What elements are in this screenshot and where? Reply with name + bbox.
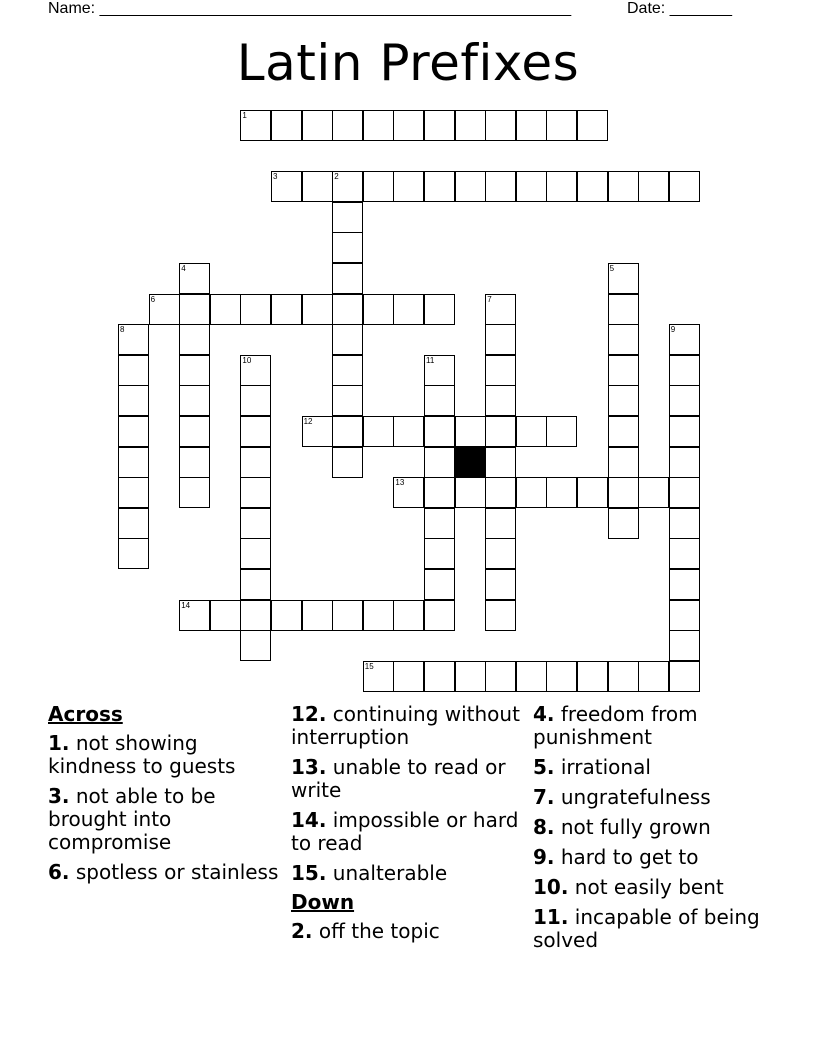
crossword-cell[interactable] — [546, 171, 577, 202]
down-heading: Down — [291, 890, 355, 914]
crossword-cell[interactable] — [669, 171, 700, 202]
across-clue: 1. not showing kindness to guests — [48, 731, 236, 778]
crossword-cell[interactable] — [240, 385, 271, 416]
crossword-cell[interactable] — [485, 661, 516, 692]
crossword-cell[interactable] — [424, 294, 455, 325]
crossword-cell[interactable] — [240, 630, 271, 661]
crossword-cell[interactable] — [455, 477, 486, 508]
crossword-cell[interactable] — [118, 538, 149, 569]
crossword-cell[interactable] — [669, 600, 700, 631]
crossword-cell[interactable] — [485, 324, 516, 355]
crossword-cell[interactable] — [669, 477, 700, 508]
crossword-cell[interactable] — [485, 600, 516, 631]
across-clue: 6. spotless or stainless — [48, 860, 279, 884]
crossword-cell[interactable] — [363, 600, 394, 631]
clue-number: 7 — [487, 294, 492, 304]
crossword-cell[interactable] — [393, 477, 424, 508]
clues-column-2 — [291, 703, 523, 950]
clue-number: 12 — [303, 417, 313, 426]
crossword-cell[interactable] — [485, 294, 516, 325]
crossword-cell[interactable] — [179, 416, 210, 447]
across-heading: Across — [48, 702, 123, 726]
crossword-cell[interactable] — [485, 508, 516, 539]
crossword-cell[interactable] — [302, 110, 333, 141]
crossword-cell[interactable] — [118, 447, 149, 478]
crossword-cell[interactable] — [669, 355, 700, 386]
crossword-cell[interactable] — [302, 294, 333, 325]
crossword-cell[interactable] — [424, 355, 455, 386]
crossword-cell[interactable] — [179, 477, 210, 508]
crossword-cell[interactable] — [424, 600, 455, 631]
crossword-cell[interactable] — [393, 171, 424, 202]
down-clue: 11. incapable of being solved — [533, 905, 760, 952]
crossword-cell[interactable] — [485, 447, 516, 478]
crossword-cell[interactable] — [118, 385, 149, 416]
crossword-cell[interactable] — [516, 477, 547, 508]
crossword-cell[interactable] — [332, 385, 363, 416]
crossword-cell[interactable] — [118, 416, 149, 447]
crossword-cell[interactable] — [546, 661, 577, 692]
crossword-cell[interactable] — [363, 661, 394, 692]
crossword-cell[interactable] — [608, 385, 639, 416]
crossword-cell[interactable] — [669, 569, 700, 600]
crossword-cell[interactable] — [485, 416, 516, 447]
crossword-cell[interactable] — [363, 416, 394, 447]
crossword-cell[interactable] — [179, 324, 210, 355]
clue-number: 11 — [426, 355, 435, 365]
down-clue: 4. freedom from punishment — [533, 702, 698, 749]
clue-number: 2 — [334, 172, 339, 182]
crossword-cell[interactable] — [393, 600, 424, 631]
crossword-cell[interactable] — [118, 324, 149, 355]
crossword-cell[interactable] — [516, 416, 547, 447]
clue-number: 3 — [273, 172, 278, 182]
crossword-cell[interactable] — [332, 263, 363, 294]
crossword-cell[interactable] — [608, 294, 639, 325]
crossword-cell[interactable] — [608, 661, 639, 692]
crossword-cell[interactable] — [546, 110, 577, 141]
crossword-cell[interactable] — [669, 324, 700, 355]
name-field-label: Name: _____________________________________________________ — [48, 0, 572, 17]
down-clue: 8. not fully grown — [533, 815, 711, 839]
crossword-cell[interactable] — [240, 416, 271, 447]
crossword-cell[interactable] — [455, 661, 486, 692]
crossword-cell[interactable] — [332, 232, 363, 263]
crossword-cell[interactable] — [669, 416, 700, 447]
crossword-cell[interactable] — [424, 538, 455, 569]
crossword-cell[interactable] — [577, 171, 608, 202]
clue-number: 5 — [609, 264, 615, 273]
crossword-cell[interactable] — [363, 110, 394, 141]
crossword-cell[interactable] — [240, 355, 271, 386]
crossword-cell[interactable] — [669, 661, 700, 692]
crossword-cell[interactable] — [638, 661, 669, 692]
crossword-cell[interactable] — [302, 171, 333, 202]
down-clue: 5. irrational — [533, 755, 651, 779]
crossword-cell[interactable] — [424, 385, 455, 416]
across-clue: 15. unalterable — [291, 861, 448, 885]
clue-number: 6 — [150, 294, 156, 304]
crossword-cell[interactable] — [424, 110, 455, 141]
crossword-cell[interactable] — [669, 508, 700, 539]
crossword-cell[interactable] — [485, 477, 516, 508]
crossword-cell[interactable] — [424, 661, 455, 692]
crossword-cell[interactable] — [118, 508, 149, 539]
crossword-cell[interactable] — [455, 110, 486, 141]
crossword-cell[interactable] — [516, 171, 547, 202]
crossword-cell[interactable] — [179, 385, 210, 416]
crossword-cell[interactable] — [424, 569, 455, 600]
page-title: Latin Prefixes — [236, 34, 580, 92]
across-clue: 14. impossible or hard to read — [291, 808, 519, 855]
clues-column-3 — [533, 703, 773, 959]
crossword-cell[interactable] — [393, 294, 424, 325]
crossword-cell[interactable] — [516, 110, 547, 141]
crossword-cell[interactable] — [240, 569, 271, 600]
crossword-cell[interactable] — [240, 508, 271, 539]
crossword-cell[interactable] — [485, 355, 516, 386]
crossword-cell[interactable] — [271, 171, 302, 202]
crossword-cell[interactable] — [332, 324, 363, 355]
crossword-cell[interactable] — [577, 477, 608, 508]
down-clue: 2. off the topic — [291, 919, 440, 943]
crossword-cell[interactable] — [210, 600, 241, 631]
crossword-cell[interactable] — [608, 508, 639, 539]
down-clue: 9. hard to get to — [533, 845, 699, 869]
crossword-cell[interactable] — [118, 355, 149, 386]
crossword-cell[interactable] — [424, 171, 455, 202]
crossword-cell[interactable] — [363, 294, 394, 325]
crossword-cell[interactable] — [424, 416, 455, 447]
crossword-cell[interactable] — [669, 447, 700, 478]
clue-number: 10 — [242, 355, 252, 365]
crossword-cell[interactable] — [332, 110, 363, 141]
crossword-cell[interactable] — [393, 416, 424, 447]
crossword-cell[interactable] — [424, 477, 455, 508]
crossword-cell[interactable] — [424, 447, 455, 478]
crossword-cell[interactable] — [240, 110, 271, 141]
clue-number: 8 — [120, 325, 125, 335]
crossword-cell[interactable] — [485, 569, 516, 600]
crossword-cell[interactable] — [608, 263, 639, 294]
crossword-cell[interactable] — [546, 416, 577, 447]
crossword-cell[interactable] — [179, 355, 210, 386]
crossword-cell[interactable] — [179, 447, 210, 478]
crossword-cell[interactable] — [485, 538, 516, 569]
crossword-cell[interactable] — [240, 600, 271, 631]
crossword-cell[interactable] — [149, 294, 180, 325]
crossword-cell[interactable] — [393, 110, 424, 141]
across-clue: 13. unable to read or write — [291, 755, 506, 802]
clue-number: 13 — [395, 478, 405, 488]
crossword-cell[interactable] — [332, 171, 363, 202]
crossword-cell[interactable] — [485, 110, 516, 141]
crossword-cell[interactable] — [332, 447, 363, 478]
crossword-cell[interactable] — [608, 171, 639, 202]
crossword-cell[interactable] — [577, 661, 608, 692]
crossword-cell[interactable] — [179, 263, 210, 294]
down-clue: 7. ungratefulness — [533, 785, 711, 809]
crossword-cell[interactable] — [332, 600, 363, 631]
crossword-cell[interactable] — [302, 416, 333, 447]
crossword-cell[interactable] — [271, 600, 302, 631]
crossword-cell[interactable] — [179, 294, 210, 325]
clues-column-1 — [48, 703, 280, 891]
crossword-cell[interactable] — [608, 355, 639, 386]
crossword-cell[interactable] — [332, 416, 363, 447]
crossword-cell[interactable] — [608, 416, 639, 447]
crossword-cell[interactable] — [669, 630, 700, 661]
clue-number: 9 — [670, 325, 676, 335]
crossword-cell[interactable] — [240, 477, 271, 508]
crossword-cell[interactable] — [424, 508, 455, 539]
across-clue: 3. not able to be brought into compromise — [48, 784, 216, 854]
clue-number: 15 — [364, 661, 374, 671]
clue-number: 1 — [242, 111, 247, 120]
date-field-label: Date: _______ — [627, 0, 732, 17]
crossword-cell[interactable] — [271, 294, 302, 325]
crossword-cell[interactable] — [485, 171, 516, 202]
clue-number: 4 — [181, 264, 186, 273]
crossword-cell[interactable] — [332, 294, 363, 325]
crossword-cell[interactable] — [240, 447, 271, 478]
crossword-cell[interactable] — [608, 324, 639, 355]
crossword-cell[interactable] — [393, 661, 424, 692]
clue-number: 14 — [181, 600, 191, 610]
across-clue: 12. continuing without interruption — [291, 702, 520, 749]
crossword-cell[interactable] — [608, 477, 639, 508]
crossword-cell[interactable] — [638, 171, 669, 202]
crossword-cell[interactable] — [332, 355, 363, 386]
crossword-cell[interactable] — [240, 294, 271, 325]
down-clue: 10. not easily bent — [533, 875, 724, 899]
crossword-cell[interactable] — [577, 110, 608, 141]
crossword-cell[interactable] — [332, 202, 363, 233]
crossword-cell[interactable] — [608, 447, 639, 478]
crossword-cell[interactable] — [669, 385, 700, 416]
crossword-cell[interactable] — [302, 600, 333, 631]
crossword-cell[interactable] — [271, 110, 302, 141]
crossword-cell[interactable] — [485, 385, 516, 416]
black-square — [455, 447, 486, 478]
crossword-cell[interactable] — [363, 171, 394, 202]
crossword-cell[interactable] — [516, 661, 547, 692]
crossword-cell[interactable] — [118, 477, 149, 508]
crossword-cell[interactable] — [210, 294, 241, 325]
crossword-cell[interactable] — [546, 477, 577, 508]
crossword-cell[interactable] — [669, 538, 700, 569]
crossword-cell[interactable] — [240, 538, 271, 569]
crossword-cell[interactable] — [455, 171, 486, 202]
crossword-cell[interactable] — [638, 477, 669, 508]
crossword-cell[interactable] — [179, 600, 210, 631]
crossword-cell[interactable] — [455, 416, 486, 447]
